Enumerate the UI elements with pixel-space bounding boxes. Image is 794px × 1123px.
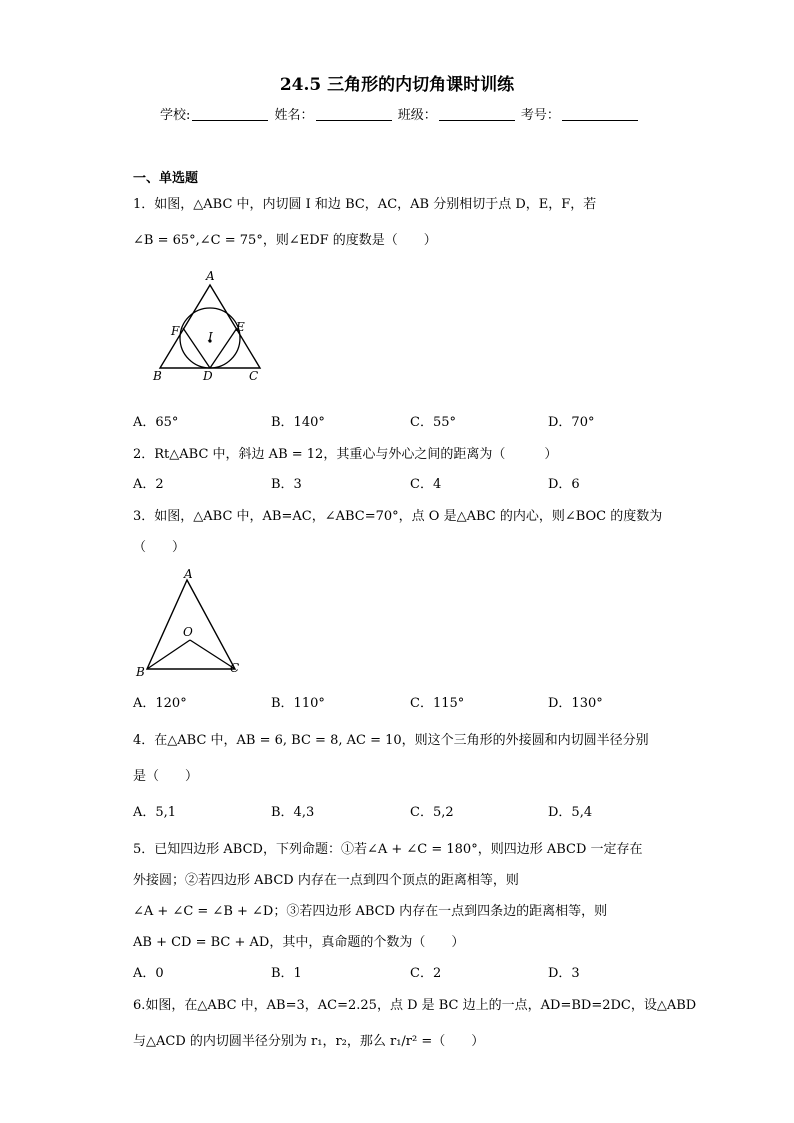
name-blank: [316, 108, 392, 121]
question-2-option-d[interactable]: D．6: [548, 477, 580, 492]
fig1-label-i: I: [208, 330, 213, 344]
fig3-label-o: O: [183, 625, 193, 639]
question-3-line-2: （ ）: [133, 540, 186, 555]
school-blank: [192, 108, 268, 121]
fig3-label-a: A: [184, 567, 193, 581]
question-1-option-b[interactable]: B．140°: [271, 415, 325, 430]
question-4-line-1: 4．在△ABC 中，AB = 6, BC = 8, AC = 10，则这个三角形的外接圆和内切圆半径分别: [133, 733, 649, 748]
question-4-option-d[interactable]: D．5,4: [548, 805, 593, 820]
question-1-option-a[interactable]: A．65°: [133, 415, 179, 430]
page-title: 24.5 三角形的内切角课时训练: [279, 75, 515, 95]
school-label: 学校:: [160, 108, 191, 123]
question-2-option-c[interactable]: C．4: [410, 477, 442, 492]
question-5-line-1: 5．已知四边形 ABCD，下列命题：①若∠A + ∠C = 180°，则四边形 ABCD 一定存在: [133, 842, 643, 857]
question-3-option-b[interactable]: B．110°: [271, 696, 325, 711]
question-3-line-1: 3．如图，△ABC 中，AB=AC，∠ABC=70°，点 O 是△ABC 的内心，则∠BOC 的度数为: [133, 509, 663, 524]
question-6-line-2: 与△ACD 的内切圆半径分别为 r₁，r₂，那么 r₁/r² =（ ）: [133, 1034, 485, 1049]
name-label: 姓名：: [274, 108, 314, 123]
question-1-option-d[interactable]: D．70°: [548, 415, 595, 430]
fig1-label-e: E: [236, 320, 245, 334]
question-4-line-2: 是（ ）: [133, 769, 199, 784]
number-label: 考号：: [520, 108, 560, 123]
question-1-option-c[interactable]: C．55°: [410, 415, 456, 430]
question-5-line-3: ∠A + ∠C = ∠B + ∠D；③若四边形 ABCD 内存在一点到四条边的距离相等，则: [133, 904, 608, 919]
fig1-label-c: C: [249, 369, 259, 383]
section-title: 一、单选题: [133, 171, 199, 186]
question-5-option-c[interactable]: C．2: [410, 966, 442, 981]
number-blank: [562, 108, 638, 121]
student-info-line: [160, 104, 640, 123]
question-6-line-1: 6.如图，在△ABC 中，AB=3，AC=2.25，点 D 是 BC 边上的一点，AD=BD=2DC，设△ABD: [133, 998, 697, 1013]
question-1-line-2: ∠B = 65°,∠C = 75°，则∠EDF 的度数是（ ）: [133, 233, 437, 248]
fig3-label-c: C: [230, 661, 240, 675]
fig1-label-d: D: [203, 369, 213, 383]
question-5-line-2: 外接圆；②若四边形 ABCD 内存在一点到四个顶点的距离相等，则: [133, 873, 519, 888]
question-5-option-a[interactable]: A．0: [133, 966, 164, 981]
question-3-option-d[interactable]: D．130°: [548, 696, 603, 711]
question-2-option-b[interactable]: B．3: [271, 477, 302, 492]
figure-incenter-triangle: [130, 563, 250, 683]
figure-incircle-triangle: [145, 265, 275, 385]
fig1-label-f: F: [171, 324, 180, 338]
question-3-option-c[interactable]: C．115°: [410, 696, 465, 711]
fig3-label-b: B: [136, 665, 145, 679]
class-label: 班级：: [397, 108, 437, 123]
question-4-option-b[interactable]: B．4,3: [271, 805, 315, 820]
question-2-option-a[interactable]: A．2: [133, 477, 164, 492]
question-4-option-c[interactable]: C．5,2: [410, 805, 454, 820]
question-3-option-a[interactable]: A．120°: [133, 696, 187, 711]
question-5-option-d[interactable]: D．3: [548, 966, 580, 981]
class-blank: [439, 108, 515, 121]
question-1-line-1: 1．如图，△ABC 中，内切圆 I 和边 BC，AC，AB 分别相切于点 D，E，F，若: [133, 197, 597, 212]
fig1-label-a: A: [206, 269, 215, 283]
question-4-option-a[interactable]: A．5,1: [133, 805, 177, 820]
question-2-line-1: 2．Rt△ABC 中，斜边 AB = 12，其重心与外心之间的距离为（ ）: [133, 447, 558, 462]
question-5-option-b[interactable]: B．1: [271, 966, 302, 981]
question-5-line-4: AB + CD = BC + AD，其中，真命题的个数为（ ）: [133, 935, 465, 950]
fig1-label-b: B: [153, 369, 162, 383]
